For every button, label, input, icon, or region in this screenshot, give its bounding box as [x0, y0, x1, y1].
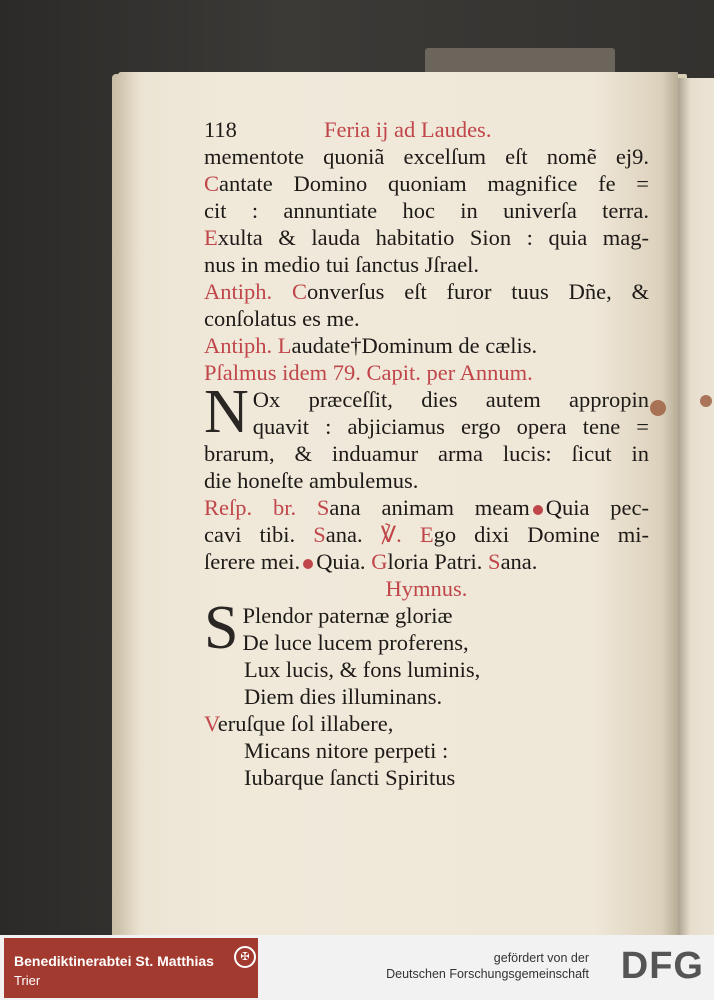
facing-page [675, 78, 714, 935]
institution-box[interactable] [4, 938, 258, 998]
funding-notice: gefördert von der Deutschen Forschungsgemeinschaft [386, 951, 589, 981]
rosette-icon [303, 559, 313, 569]
page-heading: Feria ij ad Laudes. [324, 117, 492, 142]
text-line: die honeſte ambulemus. [204, 468, 419, 493]
antiphon-line: Antiph. Converſus eſt furor tuus Dñe, & [204, 279, 649, 304]
page-text [204, 116, 649, 791]
dfg-logo[interactable]: DFG [620, 945, 704, 987]
verse-line: Veruſque ſol illabere, [204, 711, 394, 736]
institution-city: Trier [14, 973, 41, 988]
text-line: Ox præceſſit, dies autem appropin [252, 387, 649, 412]
text-line: Exulta & lauda habitatio Sion : quia mag- [204, 225, 649, 250]
drop-capital: S [204, 594, 239, 662]
text-line: mementote quoniã excelſum eſt nomẽ ej9. [204, 144, 649, 169]
text-line: brarum, & induamur arma lucis: ſicut in [204, 441, 649, 466]
capitulum [204, 378, 649, 494]
responsory-line: Reſp. br. Sana animam meam Quia pec- [204, 495, 650, 520]
hymn [204, 594, 649, 791]
verse-line: De luce lucem proferens, [242, 630, 469, 655]
verse-line: Iubarque ſancti Spiritus [244, 765, 456, 790]
responsory-line: cavi tibi. Sana. ℣. Ego dixi Domine mi- [204, 522, 650, 547]
hymn-heading: Hymnus. [385, 576, 468, 601]
wax-stain [700, 395, 712, 407]
verse-line: Diem dies illuminans. [244, 684, 443, 709]
antiphon-line: Antiph. Laudate†Dominum de cælis. [204, 333, 538, 358]
drop-capital: N [204, 378, 249, 446]
text-line: quavit : abjiciamus ergo opera tene = [252, 414, 649, 439]
psalm-heading: Pſalmus idem 79. Capit. per Annum. [204, 360, 533, 385]
page-number: 118 [204, 117, 237, 142]
text-line: nus in medio tui ſanctus Jſrael. [204, 252, 479, 277]
wax-stain [650, 400, 666, 416]
verse-line: Lux lucis, & fons luminis, [244, 657, 481, 682]
running-header [204, 116, 649, 143]
footer-bar [0, 935, 714, 1000]
abbey-logo-icon: ✠ [234, 946, 256, 968]
responsory-line: ſerere mei. Quia. Gloria Patri. Sana. [204, 549, 538, 574]
verse-line: Micans nitore perpeti : [244, 738, 449, 763]
institution-name: Benediktinerabtei St. Matthias [14, 953, 214, 969]
verse-line: Plendor paternæ gloriæ [242, 603, 453, 628]
text-line: conſolatus es me. [204, 306, 360, 331]
text-line: Cantate Domino quoniam magnifice fe = [204, 171, 649, 196]
rosette-icon [533, 505, 543, 515]
text-line: cit : annuntiate hoc in univerſa terra. [204, 198, 649, 223]
